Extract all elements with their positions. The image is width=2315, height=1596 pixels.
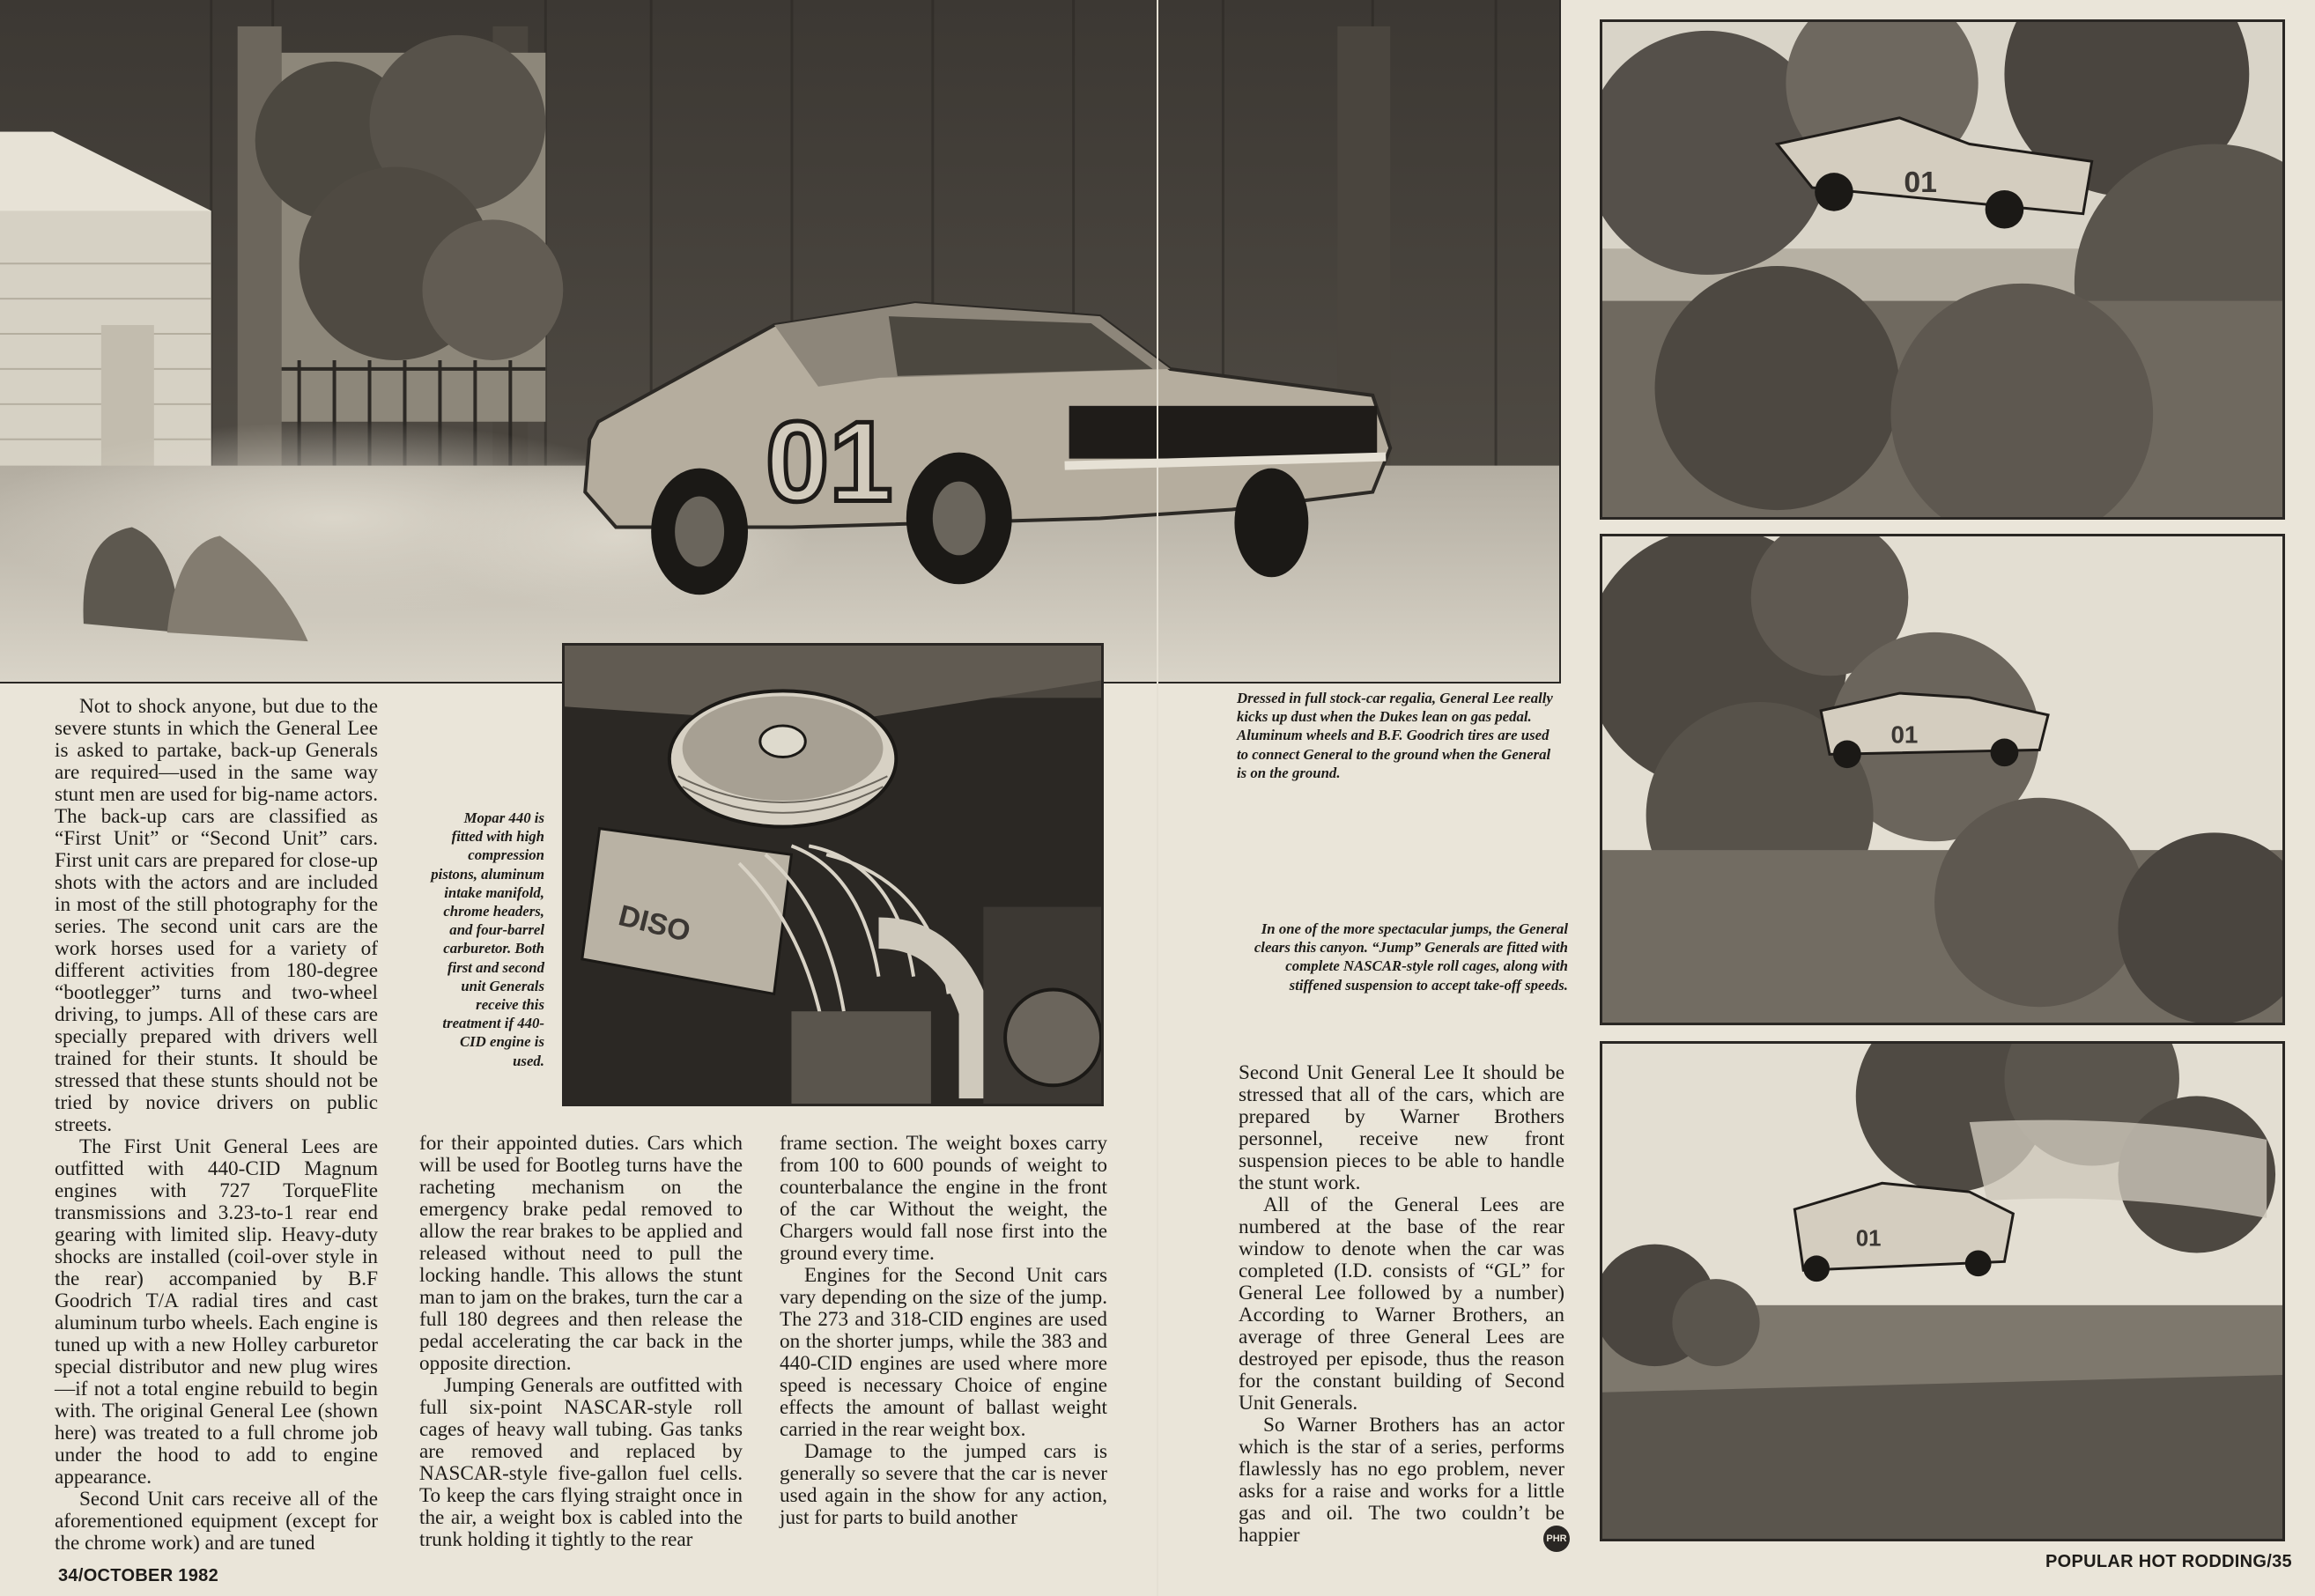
article-column-1 — [55, 696, 378, 1555]
article-column-3 — [780, 1133, 1107, 1529]
jump-photo-middle — [1600, 534, 2285, 1025]
jump-bottom-number: 01 — [1855, 1226, 1882, 1252]
col1-paragraph: Not to shock anyone, but due to the severe stunts in which the General Lee is asked to partake, back-up Generals are required—used in the same way stunt men are used for big-name actors. The back-up cars are classified as “First Unit” or “Second Unit” cars. First unit cars are prepared for close-up shots with the actors and are included in most of the still photography for the series. The second unit cars are the work horses used for a variety of different activities from 180-degree “bootlegger” turns and two-wheel driving, to jumps. All of these cars are specially prepared with drivers well trained for their stunts. It should be stressed that these stunts should not be tried by novice drivers on public streets. — [55, 695, 378, 1136]
main-photo-general-lee — [0, 0, 1561, 683]
col3-paragraph: frame section. The weight boxes carry from 100 to 600 pounds of weight to counterbalance the engine in the front of the car Without the weight, the Chargers would fall nose first into the ground every time. — [780, 1132, 1107, 1265]
jump-middle-number: 01 — [1890, 720, 1919, 749]
engine-photo-caption: Mopar 440 is fitted with high compression pistons, aluminum intake manifold, chrome headers, and four-barrel carburetor. Both first and second unit Generals receive this treatment if 440-CID engine is used. — [431, 809, 544, 1069]
jump-photo-top — [1600, 19, 2285, 520]
folio-left: 34/OCTOBER 1982 — [58, 1566, 218, 1585]
col3-paragraph: Damage to the jumped cars is generally so severe that the car is never used again in the show for any action, just for parts to build another — [780, 1440, 1107, 1529]
col2-paragraph: Jumping Generals are outfitted with full six-point NASCAR-style roll cages of heavy wall tubing. Gas tanks are removed and replaced by NASCAR-style five-gallon fuel cells. To keep the cars flying straight once in the air, a weight box is cabled into the trunk holding it tightly to the rear — [419, 1374, 743, 1551]
valve-cover-decal: DISO — [615, 899, 694, 949]
car-door-number: 01 — [766, 398, 893, 526]
col4-paragraph: All of the General Lees are numbered at the base of the rear window to denote when the car was completed (I.D. consists of “GL” for General Lee followed by a number) According to Warner Brothers, an average of three General Lees are destroyed per episode, thus the reason for the constant building of Second Unit Generals. — [1239, 1193, 1564, 1415]
col1-paragraph: The First Unit General Lees are outfitted with 440-CID Magnum engines with 727 TorqueFlite transmissions and 3.23-to-1 rear end gearing with limited slip. Heavy-duty shocks are installed (coil-over style in the rear) accompanied by B.F Goodrich T/A radial tires and cast aluminum turbo wheels. Each engine is tuned up with a new Holley carburetor special distributor and new plug wires—if not a total engine rebuild to begin with. The original General Lee (shown here) was treated to a full chrome job under the hood to add to engine appearance. — [55, 1135, 378, 1489]
jump-top-number: 01 — [1904, 166, 1937, 199]
article-column-2 — [419, 1133, 743, 1551]
page-gutter — [1157, 0, 1158, 1596]
col2-paragraph: for their appointed duties. Cars which will be used for Bootleg turns have the racheting mechanism on the emergency brake pedal removed to allow the rear brakes to be applied and released without need to pull the locking handle. This allows the stunt man to jam on the brakes, turn the car a full 180 degrees and then release the pedal accelerating the car back in the opposite direction. — [419, 1132, 743, 1375]
jump-photo-bottom — [1600, 1041, 2285, 1541]
col3-paragraph: Engines for the Second Unit cars vary depending on the size of the jump. The 273 and 318-CID engines are used on the shorter jumps, while the 383 and 440-CID engines are used where more speed is necessary Choice of engine effects the amount of ballast weight carried in the rear weight box. — [780, 1264, 1107, 1441]
article-column-4 — [1239, 1062, 1564, 1547]
folio-right: POPULAR HOT RODDING/35 — [2045, 1552, 2292, 1571]
main-photo-caption: Dressed in full stock-car regalia, General Lee really kicks up dust when the Dukes lean on gas pedal. Aluminum wheels and B.F. Goodrich tires are used to connect General to the ground when the General is on the ground. — [1237, 690, 1553, 781]
engine-photo — [562, 643, 1104, 1106]
col4-paragraph: Second Unit General Lee It should be stressed that all of the cars, which are prepared by Warner Brothers personnel, receive new front suspension pieces to be able to handle the stunt work. — [1239, 1061, 1564, 1194]
col1-paragraph: Second Unit cars receive all of the aforementioned equipment (except for the chrome work) and are tuned — [55, 1488, 378, 1555]
col4-paragraph: So Warner Brothers has an actor which is the star of a series, performs flawlessly has no ego problem, never asks for a raise and works for a little gas and oil. The two couldn’t be happier — [1239, 1414, 1564, 1547]
phr-end-mark: PHR — [1543, 1526, 1570, 1552]
jump-photo-caption: In one of the more spectacular jumps, the General clears this canyon. “Jump” Generals are fitted with complete NASCAR-style roll cages, along with stiffened suspension to accept take-off speeds. — [1254, 920, 1568, 994]
